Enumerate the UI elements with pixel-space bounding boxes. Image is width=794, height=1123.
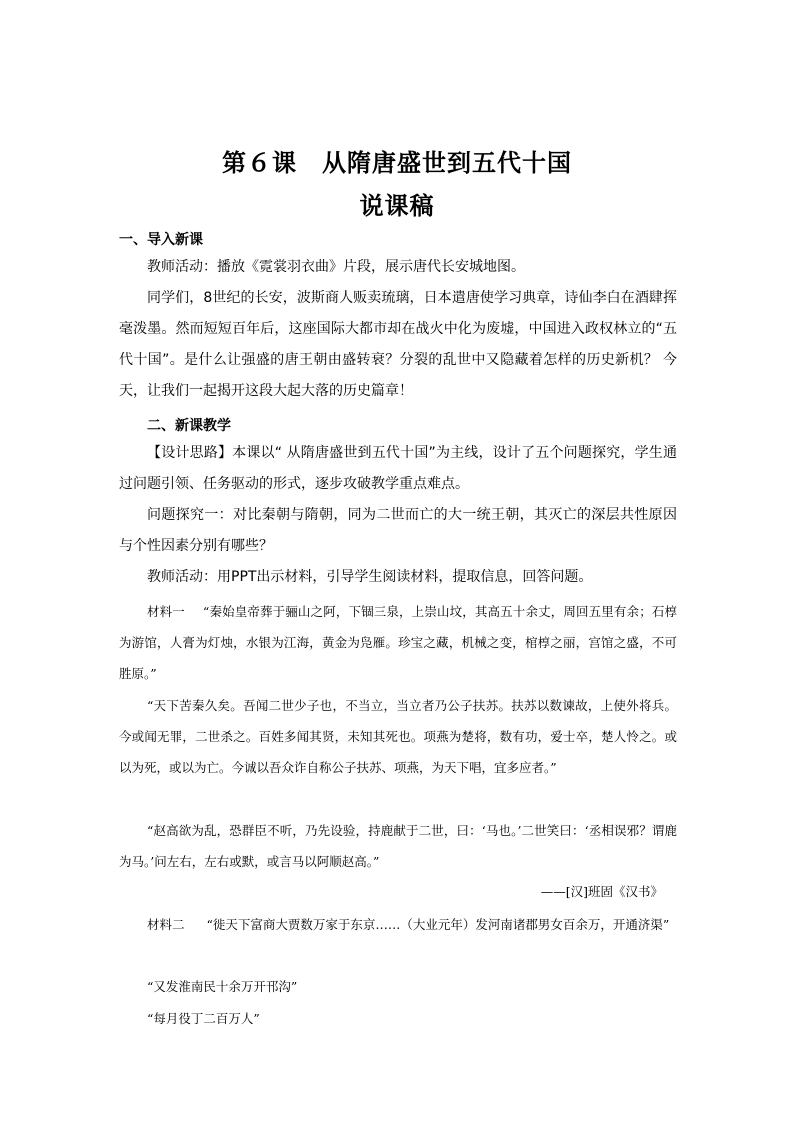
material-1-source: ——[汉]班固《汉书》 [540, 884, 663, 899]
material-2-text-1: “徙天下富商大贾数万家于东京……（大业元年）发河南诸郡男女百余万，开通济渠” [206, 917, 670, 932]
material-1-quote-3: “赵高欲为乱，恐群臣不听，乃先设验，持鹿献于二世，曰：‘马也。’二世笑曰：‘丞相误邪？谓鹿为马。’问左右，左右或默，或言马以阿顺赵高。” [119, 823, 677, 869]
material-2-quote-1 [119, 909, 677, 940]
section-heading-new-lesson: 二、新课教学 [147, 418, 231, 434]
material-2-quote-2: “又发淮南民十余万开邗沟” [147, 979, 298, 994]
section-heading-intro: 一、导入新课 [119, 232, 203, 248]
page-title: 第６课 从隋唐盛世到五代十国 [222, 149, 572, 177]
material-2-quote-3: “每月役丁二百万人” [147, 1011, 260, 1026]
page-subtitle: 说课稿 [359, 192, 435, 220]
material-1-text-1: “秦始皇帝葬于骊山之阿，下锢三泉，上崇山坟，其高五十余丈，周回五里有余；石椁为游馆，人膏为灯烛，水银为江海，黄金为凫雁。珍宝之藏，机械之变，棺椁之丽，宫馆之盛，不可胜原。” [119, 604, 677, 681]
intro-paragraph: 同学们，8世纪的长安，波斯商人贩卖琉璃，日本遣唐使学习典章，诗仙李白在酒肆挥毫泼墨。然而短短百年后，这座国际大都市却在战火中化为废墟，中国进入政权林立的“五代十国”。是什么让强盛的唐王朝由盛转衰？分裂的乱世中又隐藏着怎样的历史新机？ 今天，让我们一起揭开这段大起大落的历史篇章！ [119, 290, 677, 399]
design-idea-paragraph: 【设计思路】本课以“ 从隋唐盛世到五代十国”为主线，设计了五个问题探究，学生通过问题引领、任务驱动的形式，逐步攻破教学重点难点。 [119, 445, 677, 492]
material-1-quote-2: “天下苦秦久矣。吾闻二世少子也，不当立，当立者乃公子扶苏。扶苏以数谏故，上使外将兵。今或闻无罪，二世杀之。百姓多闻其贤，未知其死也。项燕为楚将，数有功，爱士卒，楚人怜之。或以为死，或以为亡。今诚以吾众诈自称公子扶苏、项燕，为天下唱，宜多应者。” [119, 698, 677, 775]
intro-teacher-activity: 教师活动：播放《霓裳羽衣曲》片段，展示唐代长安城地图。 [147, 259, 525, 275]
material-2-label: 材料二 [147, 917, 185, 932]
question-1-paragraph: 问题探究一：对比秦朝与隋朝，同为二世而亡的大一统王朝，其灭亡的深层共性原因与个性因素分别有哪些？ [119, 507, 677, 554]
material-1-quote-1 [119, 596, 677, 689]
lesson-teacher-activity: 教师活动：用PPT出示材料，引导学生阅读材料，提取信息，回答问题。 [147, 569, 593, 585]
material-1-label: 材料一 [147, 604, 185, 619]
